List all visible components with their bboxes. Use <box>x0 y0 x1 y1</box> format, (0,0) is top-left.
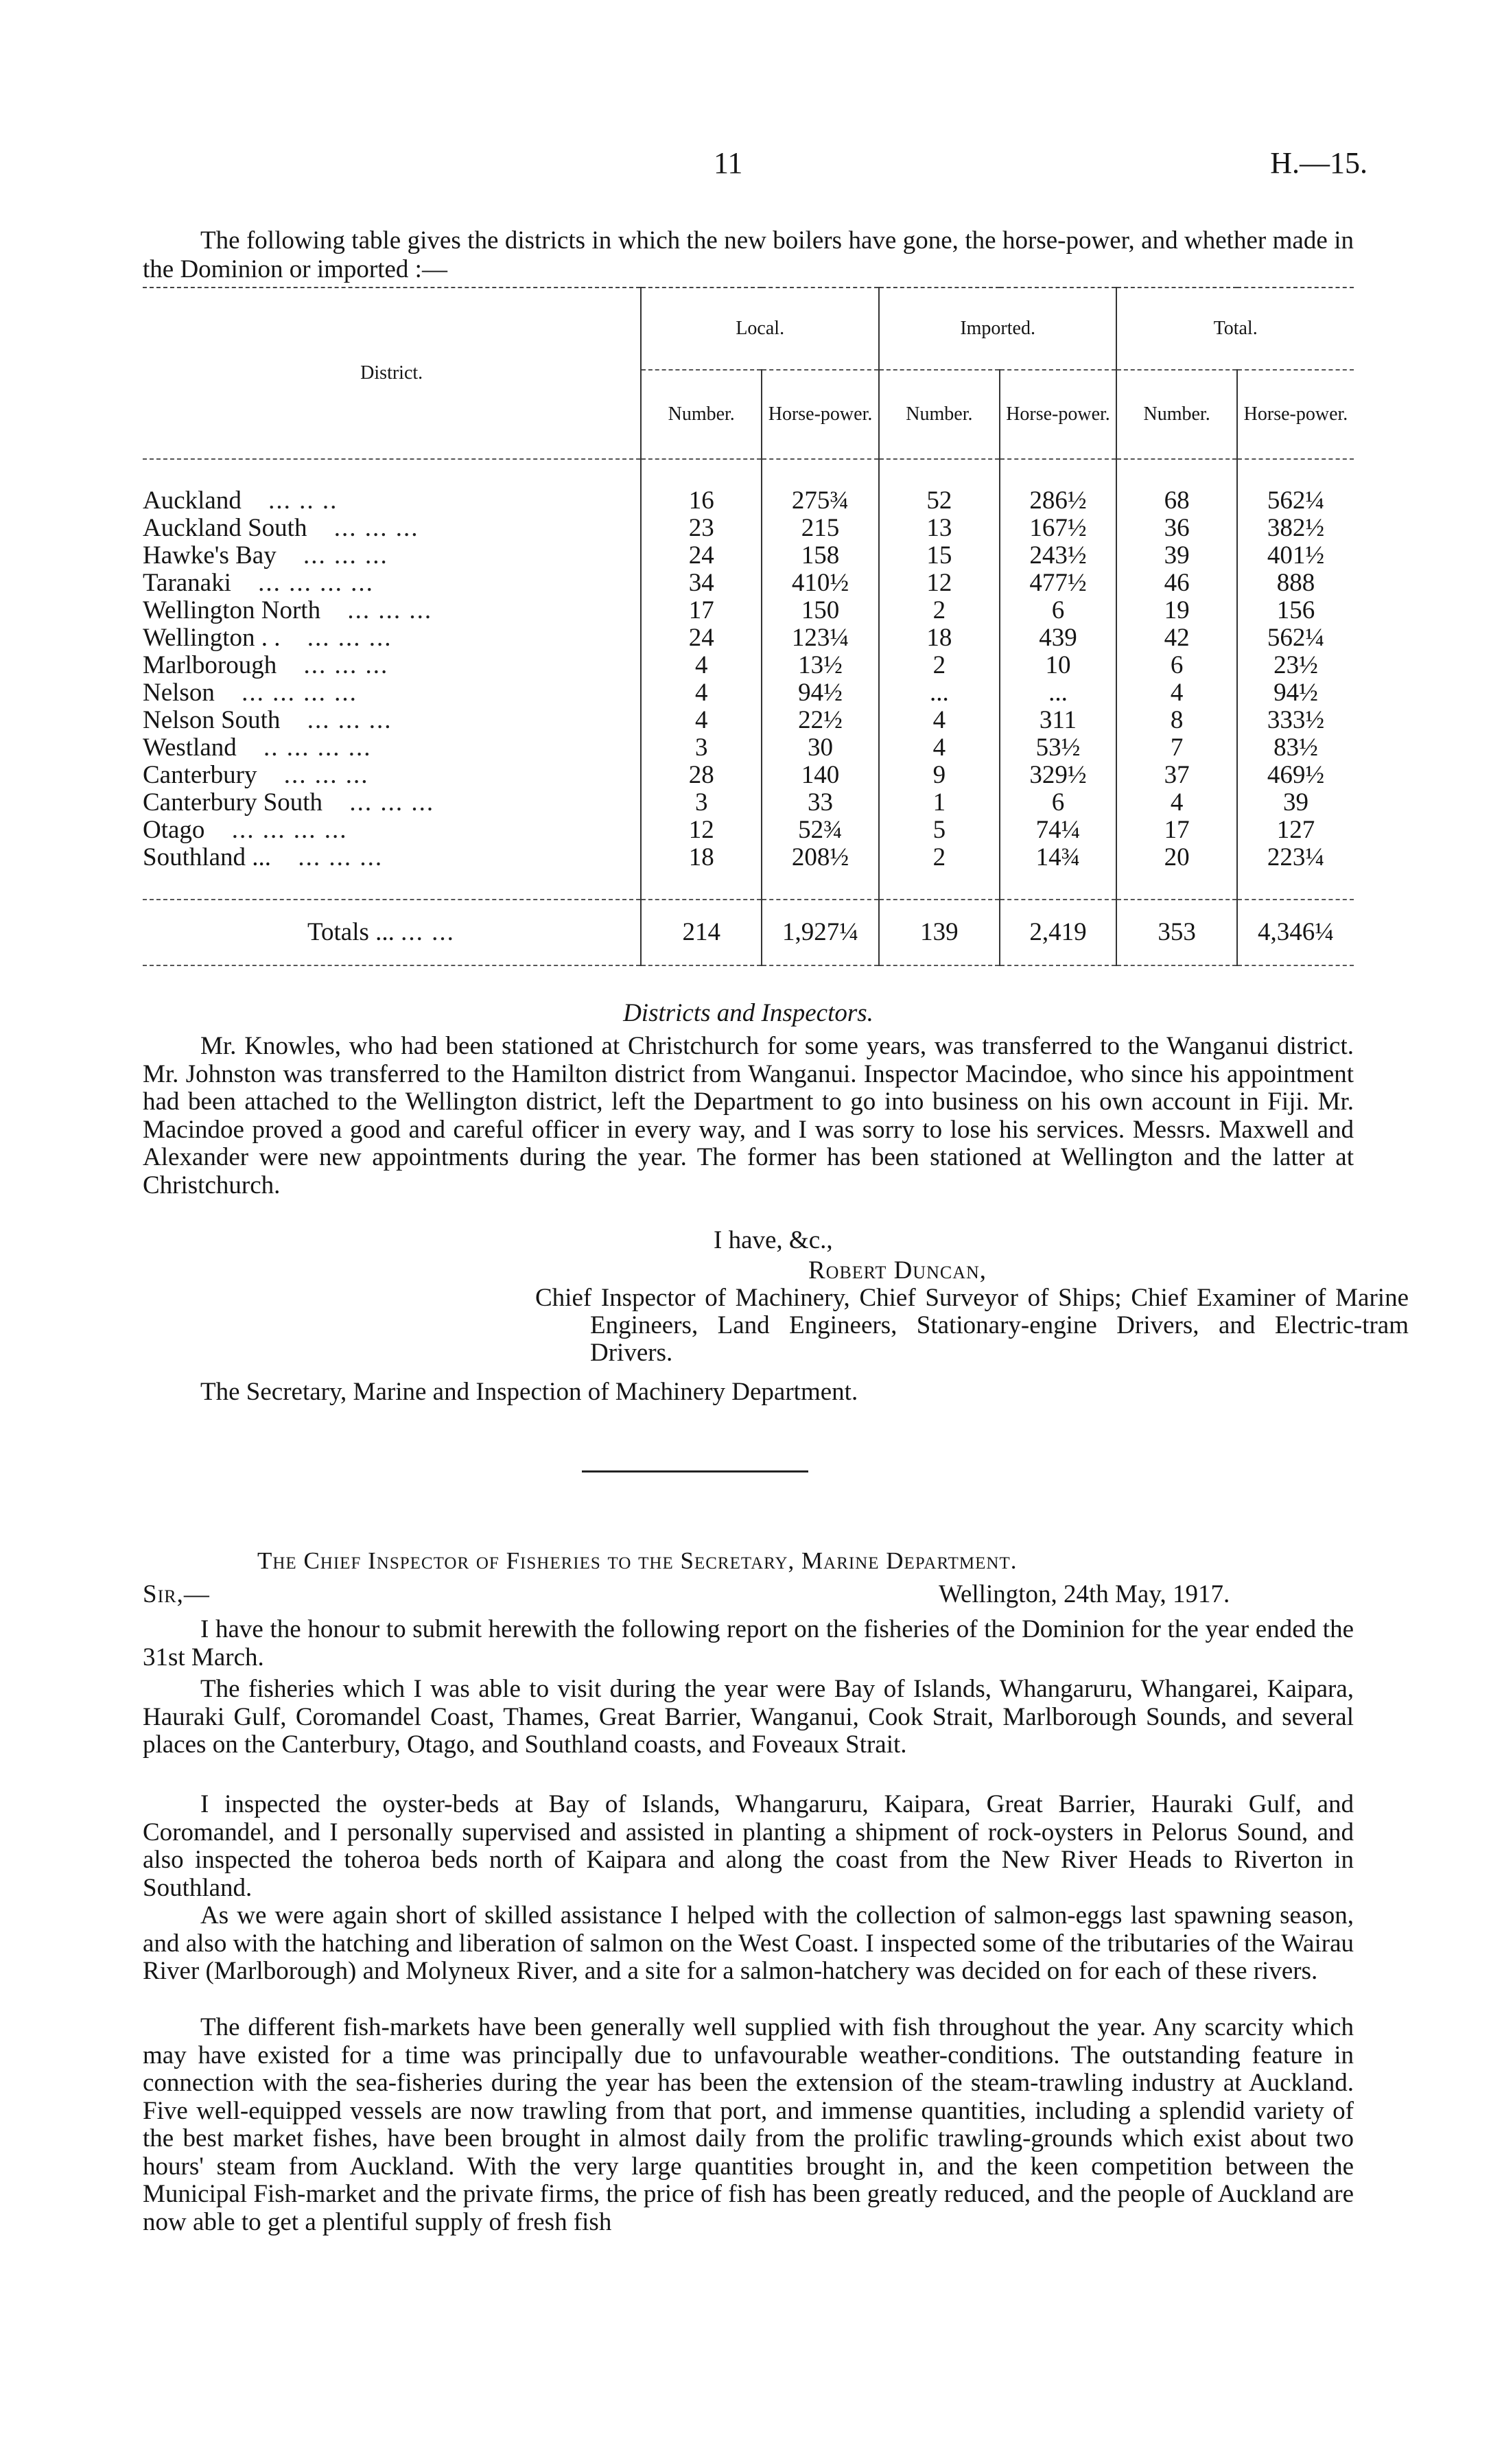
imported-hp-cell: 286½ <box>1000 487 1117 515</box>
table-row <box>143 762 1354 789</box>
letter-salutation: Sir,— <box>143 1580 210 1608</box>
leader-dots: ... ... ... <box>283 762 369 789</box>
letter-paragraph: As we were again short of skilled assistance I helped with the collection of salmon-eggs last spawning season, and also with the hatching and liberation of salmon on the West Coast. I inspected some of the tributaries of the Wairau River (Marlborough) and Molyneux River, and a site for a salmon-hatchery was decided on for each of these rivers. <box>143 1901 1354 1985</box>
total-hp-cell: 333½ <box>1237 707 1354 734</box>
total-hp-cell: 562¼ <box>1237 487 1354 515</box>
letter-paragraph: I inspected the oyster-beds at Bay of Islands, Whangaruru, Kaipara, Great Barrier, Hauraki Gulf, and Coromandel, and I personally supervised and assisted in planting a shipment of rock-oysters in Pelorus Sound, and also inspected the toheroa beds north of Kaipara and along the coast from the New River Heads to Riverton in Southland. <box>143 1790 1354 1902</box>
local-hp-header: Horse-power. <box>762 370 879 459</box>
local-hp-cell: 94½ <box>762 679 879 707</box>
totals-local-number: 214 <box>641 900 762 965</box>
imported-hp-cell: 53½ <box>1000 734 1117 762</box>
total-number-header: Number. <box>1116 370 1237 459</box>
district-name: Westland <box>143 734 237 762</box>
local-number-header: Number. <box>641 370 762 459</box>
letter-place-date: Wellington, 24th May, 1917. <box>939 1580 1230 1608</box>
totals-total-number: 353 <box>1116 900 1237 965</box>
total-number-cell: 37 <box>1116 762 1237 789</box>
totals-leader-dots: ... ... <box>401 918 455 946</box>
imported-number-cell: 5 <box>879 817 1000 844</box>
imported-number-cell: ... <box>879 679 1000 707</box>
district-name: Taranaki <box>143 570 231 597</box>
total-number-cell: 20 <box>1116 844 1237 871</box>
imported-hp-header: Horse-power. <box>1000 370 1117 459</box>
table-row <box>143 624 1354 652</box>
leader-dots: .. ... ... ... <box>263 734 372 762</box>
local-hp-cell: 275¾ <box>762 487 879 515</box>
local-hp-cell: 22½ <box>762 707 879 734</box>
totals-total-hp: 4,346¼ <box>1237 900 1354 965</box>
letter-paragraph: The different fish-markets have been generally well supplied with fish throughout the year. Any scarcity which may have existed for a time was principally due to unfavourable weather-conditions. The outstanding feature in connection with the sea-fisheries during the year has been the extension of the steam-trawling industry at Auckland. Five well-equipped vessels are now trawling from that port, and immense quantities, including a splendid variety of the best market fishes, have been brought in almost daily from the prolific trawling-grounds which exist about two hours' steam from Auckland. With the very large quantities brought in, and the keen competition between the Municipal Fish-market and the private firms, the price of fish has been greatly reduced, and the people of Auckland are now able to get a plentiful supply of fresh fish <box>143 2013 1354 2236</box>
imported-hp-cell: 74¼ <box>1000 817 1117 844</box>
district-name: Auckland <box>143 487 242 515</box>
totals-row <box>143 900 1354 965</box>
imported-number-cell: 4 <box>879 707 1000 734</box>
local-number-cell: 24 <box>641 624 762 652</box>
district-name: Hawke's Bay <box>143 542 277 570</box>
imported-hp-cell: 10 <box>1000 652 1117 679</box>
imported-number-cell: 13 <box>879 515 1000 542</box>
leader-dots: ... ... ... <box>307 707 392 734</box>
total-number-cell: 19 <box>1116 597 1237 624</box>
local-number-cell: 18 <box>641 844 762 871</box>
total-number-cell: 4 <box>1116 789 1237 817</box>
local-hp-cell: 33 <box>762 789 879 817</box>
table-row <box>143 542 1354 570</box>
table-row <box>143 789 1354 817</box>
total-hp-cell: 23½ <box>1237 652 1354 679</box>
local-hp-cell: 158 <box>762 542 879 570</box>
imported-number-cell: 1 <box>879 789 1000 817</box>
letter-paragraph: The fisheries which I was able to visit during the year were Bay of Islands, Whangaruru, Whangarei, Kaipara, Hauraki Gulf, Coromandel Coast, Thames, Great Barrier, Wanganui, Cook Strait, Marlborough Sounds, and several places on the Canterbury, Otago, and Southland coasts, and Foveaux Strait. <box>143 1675 1354 1759</box>
imported-number-cell: 52 <box>879 487 1000 515</box>
district-name: Marlborough <box>143 652 277 679</box>
section-title: Districts and Inspectors. <box>623 999 873 1027</box>
total-hp-cell: 39 <box>1237 789 1354 817</box>
totals-label: Totals ... <box>307 918 395 946</box>
local-hp-cell: 52¾ <box>762 817 879 844</box>
imported-hp-cell: 6 <box>1000 789 1117 817</box>
total-hp-cell: 223¼ <box>1237 844 1354 871</box>
local-number-cell: 4 <box>641 652 762 679</box>
leader-dots: ... ... ... <box>307 624 392 652</box>
total-number-cell: 6 <box>1116 652 1237 679</box>
leader-dots: ... ... ... ... <box>258 570 374 597</box>
imported-number-cell: 4 <box>879 734 1000 762</box>
total-number-cell: 17 <box>1116 817 1237 844</box>
table-row <box>143 844 1354 871</box>
local-hp-cell: 123¼ <box>762 624 879 652</box>
local-number-cell: 34 <box>641 570 762 597</box>
local-hp-cell: 140 <box>762 762 879 789</box>
totals-imported-hp: 2,419 <box>1000 900 1117 965</box>
leader-dots: ... ... ... <box>333 515 419 542</box>
district-name: Southland ... <box>143 844 272 871</box>
inspectors-paragraph: Mr. Knowles, who had been stationed at Christchurch for some years, was transferred to the Wanganui district. Mr. Johnston was transferred to the Hamilton district from Wanganui. Inspector Macindoe, who since his appointment had been attached to the Wellington district, left the Department to go into business on his own account in Fiji. Mr. Macindoe proved a good and careful officer in every way, and I was sorry to lose his services. Messrs. Maxwell and Alexander were new appointments during the year. The former has been stationed at Wellington and the latter at Christchurch. <box>143 1032 1354 1199</box>
page-header <box>0 145 1491 187</box>
imported-hp-cell: 329½ <box>1000 762 1117 789</box>
district-name: Otago <box>143 817 205 844</box>
total-hp-cell: 94½ <box>1237 679 1354 707</box>
imported-hp-cell: 167½ <box>1000 515 1117 542</box>
imported-number-cell: 2 <box>879 652 1000 679</box>
local-number-cell: 16 <box>641 487 762 515</box>
total-hp-cell: 156 <box>1237 597 1354 624</box>
signoff-addressee: The Secretary, Marine and Inspection of Machinery Department. <box>200 1378 858 1406</box>
leader-dots: ... ... ... <box>298 844 384 871</box>
local-number-cell: 17 <box>641 597 762 624</box>
leader-dots: ... ... ... ... <box>231 817 348 844</box>
district-name: Canterbury <box>143 762 257 789</box>
total-number-cell: 7 <box>1116 734 1237 762</box>
boilers-table <box>143 287 1354 966</box>
local-group-header: Local. <box>641 288 879 370</box>
district-name: Auckland South <box>143 515 307 542</box>
total-number-cell: 46 <box>1116 570 1237 597</box>
total-hp-header: Horse-power. <box>1237 370 1354 459</box>
local-number-cell: 24 <box>641 542 762 570</box>
table-row <box>143 487 1354 515</box>
imported-hp-cell: 6 <box>1000 597 1117 624</box>
signoff-name: Robert Duncan, <box>808 1256 987 1284</box>
district-header: District. <box>143 288 641 459</box>
leader-dots: ... ... ... <box>347 597 433 624</box>
section-divider <box>582 1470 808 1472</box>
total-number-cell: 42 <box>1116 624 1237 652</box>
leader-dots: ... .. .. <box>268 487 338 515</box>
local-number-cell: 3 <box>641 734 762 762</box>
letter-heading: The Chief Inspector of Fisheries to the Secretary, Marine Department. <box>257 1547 1018 1574</box>
table-row <box>143 817 1354 844</box>
imported-hp-cell: ... <box>1000 679 1117 707</box>
table-row <box>143 597 1354 624</box>
local-number-cell: 23 <box>641 515 762 542</box>
table-row <box>143 652 1354 679</box>
table-row <box>143 679 1354 707</box>
imported-hp-cell: 14¾ <box>1000 844 1117 871</box>
district-name: Nelson <box>143 679 215 707</box>
leader-dots: ... ... ... ... <box>242 679 357 707</box>
table-row <box>143 570 1354 597</box>
boilers-table-wrapper <box>143 287 1354 966</box>
local-number-cell: 3 <box>641 789 762 817</box>
local-number-cell: 4 <box>641 679 762 707</box>
table-spacer <box>143 871 1354 900</box>
letter-paragraph: I have the honour to submit herewith the following report on the fisheries of the Dominion for the year ended the 31st March. <box>143 1615 1354 1671</box>
table-row <box>143 707 1354 734</box>
imported-number-cell: 18 <box>879 624 1000 652</box>
leader-dots: ... ... ... <box>303 542 388 570</box>
table-body <box>143 459 1354 900</box>
local-hp-cell: 215 <box>762 515 879 542</box>
table-row <box>143 515 1354 542</box>
district-name: Wellington North <box>143 597 321 624</box>
total-number-cell: 39 <box>1116 542 1237 570</box>
totals-imported-number: 139 <box>879 900 1000 965</box>
imported-hp-cell: 439 <box>1000 624 1117 652</box>
table-spacer <box>143 459 1354 487</box>
total-number-cell: 68 <box>1116 487 1237 515</box>
district-name: Nelson South <box>143 707 281 734</box>
imported-hp-cell: 477½ <box>1000 570 1117 597</box>
leader-dots: ... ... ... <box>303 652 389 679</box>
total-group-header: Total. <box>1116 288 1354 370</box>
totals-local-hp: 1,927¼ <box>762 900 879 965</box>
imported-number-cell: 2 <box>879 597 1000 624</box>
local-hp-cell: 13½ <box>762 652 879 679</box>
total-number-cell: 4 <box>1116 679 1237 707</box>
local-number-cell: 4 <box>641 707 762 734</box>
total-number-cell: 36 <box>1116 515 1237 542</box>
imported-number-cell: 2 <box>879 844 1000 871</box>
local-hp-cell: 410½ <box>762 570 879 597</box>
imported-hp-cell: 243½ <box>1000 542 1117 570</box>
district-name: Canterbury South <box>143 789 323 817</box>
total-hp-cell: 469½ <box>1237 762 1354 789</box>
local-number-cell: 12 <box>641 817 762 844</box>
imported-group-header: Imported. <box>879 288 1116 370</box>
imported-hp-cell: 311 <box>1000 707 1117 734</box>
table-row <box>143 734 1354 762</box>
total-hp-cell: 401½ <box>1237 542 1354 570</box>
imported-number-cell: 9 <box>879 762 1000 789</box>
total-hp-cell: 83½ <box>1237 734 1354 762</box>
local-number-cell: 28 <box>641 762 762 789</box>
page-number: 11 <box>714 146 743 180</box>
total-hp-cell: 562¼ <box>1237 624 1354 652</box>
total-hp-cell: 382½ <box>1237 515 1354 542</box>
district-name: Wellington . . <box>143 624 281 652</box>
local-hp-cell: 150 <box>762 597 879 624</box>
leader-dots: ... ... ... <box>349 789 435 817</box>
imported-number-cell: 15 <box>879 542 1000 570</box>
signoff-greeting: I have, &c., <box>714 1226 833 1254</box>
total-number-cell: 8 <box>1116 707 1237 734</box>
document-code: H.—15. <box>1270 146 1367 180</box>
imported-number-header: Number. <box>879 370 1000 459</box>
imported-number-cell: 12 <box>879 570 1000 597</box>
local-hp-cell: 208½ <box>762 844 879 871</box>
signoff-title: Chief Inspector of Machinery, Chief Surveyor of Ships; Chief Examiner of Marine Engineers, Land Engineers, Stationary-engine Drivers, and Electric-tram Drivers. <box>535 1284 1409 1367</box>
total-hp-cell: 888 <box>1237 570 1354 597</box>
table-intro: The following table gives the districts in which the new boilers have gone, the horse-power, and whether made in the Dominion or imported :— <box>143 226 1354 283</box>
local-hp-cell: 30 <box>762 734 879 762</box>
total-hp-cell: 127 <box>1237 817 1354 844</box>
